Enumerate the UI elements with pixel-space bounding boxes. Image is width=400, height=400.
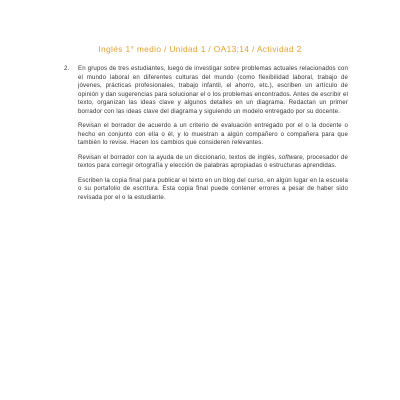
activity-paragraph-4: Escriben la copia final para publicar el texto en un blog del curso, en algún lugar en la escuela o su portafolio de escritura. Esta copia final puede contener errores a pesar de haber sido revisada por el o la estudiante.: [78, 176, 348, 201]
activity-paragraph-1: En grupos de tres estudiantes, luego de investigar sobre problemas actuales relacionados con el mundo laboral en diferentes culturas del mundo (como flexibilidad laboral, trabajo de jóvenes, prácticas profesionales, trabajo infantil, el ahorro, etc.), escriben un artículo de opinión y dan sugerencias para solucionar el o los problemas encontrados. Antes de escribir el texto, organizan las ideas clave y algunos detalles en un diagrama. Redactan un primer borrador con las ideas clave del diagrama y siguiendo un modelo entregado por su docente.: [78, 65, 348, 115]
paragraph-3-text-after: , procesador de textos para corregir ortografía y elección de palabras apropiadas o estructuras aprendidas.: [78, 153, 348, 169]
paragraph-3-text-before: Revisan el borrador con la ayuda de un diccionario, textos de inglés,: [78, 153, 279, 161]
activity-number: 2.: [64, 65, 70, 72]
page-header-title: Inglés 1° medio / Unidad 1 / OA13;14 / Actividad 2: [98, 44, 302, 54]
paragraph-3-italic-term: software: [278, 153, 303, 161]
activity-paragraph-3: [78, 154, 348, 171]
activity-item: [64, 65, 348, 208]
activity-paragraph-2: Revisan el borrador de acuerdo a un criterio de evaluación entregado por el o la docente o hecho en conjunto con ella o él, y lo muestran a algún compañero o compañera para que también lo revise. Hacen los cambios que consideren relevantes.: [78, 122, 348, 146]
